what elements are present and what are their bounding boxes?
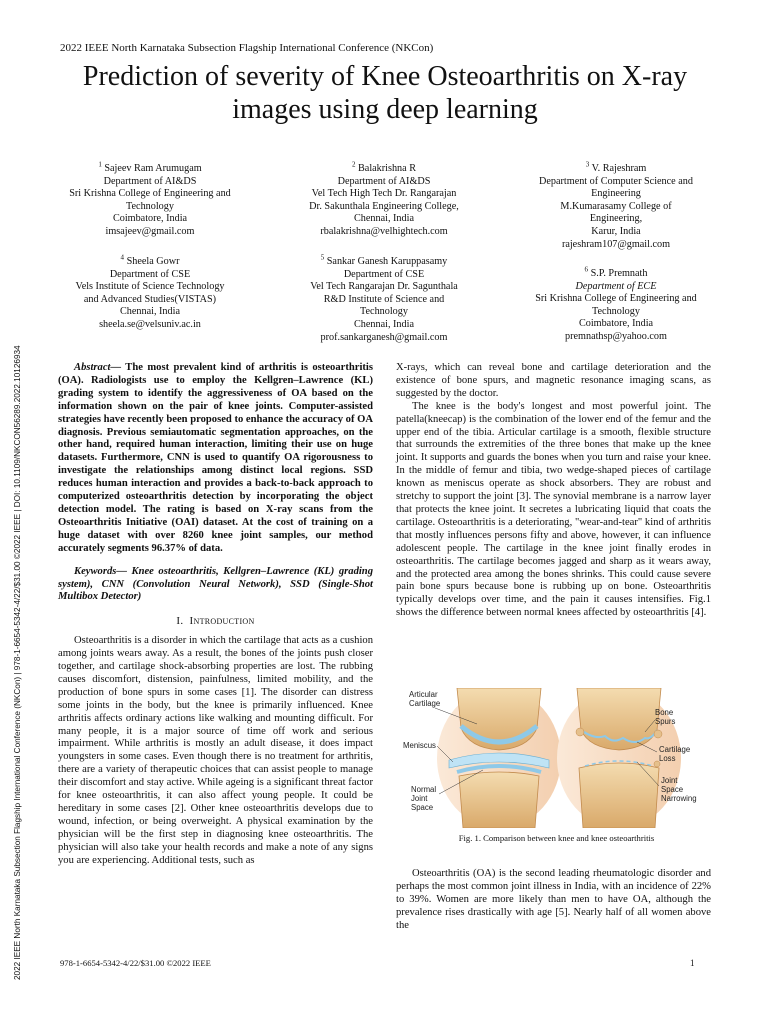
footer-isbn: 978-1-6654-5342-4/22/$31.00 ©2022 IEEE — [60, 958, 211, 968]
label-articular-line2: Cartilage — [409, 699, 441, 708]
figure-caption: Fig. 1. Comparison between knee and knee osteoarthritis — [458, 833, 655, 843]
left-column — [58, 362, 373, 868]
author-5: $^5$ Sankar Ganesh Karuppasamy Department of CSE Vel Tech Rangarajan Dr. Sagunthala R&D Institute of Science and Technology Chennai, India prof.sankarganesh@gmail.com — [310, 253, 458, 343]
section-heading: I. Introduction — [176, 615, 255, 628]
right-column — [396, 362, 711, 620]
abstract: Abstract— The most prevalent kind of arthritis is osteoarthritis (OA). Radiologists use to employ the Kellgren–Lawrence (KL) grading system to identify the aggressiveness of OA based on the information shown on the pair of knee joints. Computer-assisted strategies have recently been proposed to enhance the accuracy of OA diagnosis. Previous semiautomatic segmentation approaches, on the other hand, required human interaction, limiting their use on huge datasets. Furthermore, CNN is used to quantify OA rigorousness to investigate the relationships among distinct local regions. SSD reduces human interaction and provides a back-to-back approach to computerized osteoarthritis detection by incorporating the object detection model. The rating is based on X-ray scans from the Osteoarthritis Initiative (OAI) dataset. At the cost of training on a huge dataset with over 8260 knee joint samples, our method accurately segments 96.37% of data. — [58, 362, 374, 554]
knee-comparison-figure — [399, 688, 714, 828]
right-paragraph-2: Osteoarthritis (OA) is the second leading rheumatologic disorder and perhaps the most common joint illness in India, with an incidence of 22% to 39%. Women are more likely than men to have OA, although the prevalence rises drastically with age [5]. Nearly half of all women above the — [396, 868, 711, 931]
label-articular-line1: Articular — [409, 690, 438, 699]
label-spurs-line2: Spurs — [655, 717, 676, 726]
label-meniscus: Meniscus — [403, 741, 436, 750]
label-narrowing-line2: Space — [661, 785, 684, 794]
right-paragraph-1: The knee is the body's longest and most powerful joint. The patella(kneecap) is the combination of the lower end of the femur and the upper end of the tibia. Articular cartilage is a smooth, flexible structure that surrounds the extremities of the three bones that make up the knee joint. It supports and guards the bones when you turn and raise your knee. In the middle of femur and tibia, two wedge-shaped pieces of cartilage known as meniscus operate as shock absorbers. They are robust and stretchy to support the joint [3]. The synovial membrane is a narrow layer that protects the knee joint. It secretes a lubricating liquid that coats the cartilage. Osteoarthritis is a deteriorating, "wear-and-tear" kind of arthritis that mostly influences persons fifty and above, however, it can influence adolescent people. The cartilage in the knee joint finally erodes in osteoarthritis. The cartilage becomes jagged and sharp as it wears away, and the protected area among the bones shrinks. This could cause severe pain bone spurs because bone is rubbing up on bone. Osteoarthritis typically develops over time, and the pain it causes intensifies. Fig.1 shows the difference between normal knees affected by osteoarthritis [4]. — [396, 400, 711, 619]
label-loss-line1: Cartilage — [659, 745, 691, 754]
label-normal-line3: Space — [411, 803, 434, 812]
keywords: Keywords— Knee osteoarthritis, Kellgren–Lawrence (KL) grading system), CNN (Convolution Neural Network), SSD (Single-Shot Multibox Detector) — [58, 565, 373, 603]
label-normal-line1: Normal — [411, 785, 437, 794]
author-4: $^4$ Sheela Gowr Department of CSE Vels Institute of Science Technology and Advanced Studies(VISTAS) Chennai, India sheela.se@velsuniv.ac.in — [75, 253, 225, 330]
conference-header: 2022 IEEE North Karnataka Subsection Flagship International Conference (NKCon) — [60, 42, 434, 54]
author-2: $^2$ Balakrishna R Department of AI&DS Vel Tech High Tech Dr. Rangarajan Dr. Sakunthala Engineering College, Chennai, India rbalakrishna@velhightech.com — [309, 160, 459, 237]
label-narrowing-line1: Joint — [661, 776, 678, 785]
label-narrowing-line3: Narrowing — [661, 794, 697, 803]
label-normal-line2: Joint — [411, 794, 428, 803]
label-spurs-line1: Bone — [655, 708, 674, 717]
label-loss-line2: Loss — [659, 754, 676, 763]
intro-paragraph-1: Osteoarthritis is a disorder in which the cartilage that acts as a cushion among joints wears away. As a result, the bones of the joints push closer together, and cartilage shock-absorbing properties are lost. The rubbing causes discomfort, distension, painfulness, limited mobility, and the production of bone spurs in some cases [1]. The disorder can distress some joints in the body, but the knee is primarily influenced. Knee arthritis affects ordinary actions like walking and mounting difficult. For many people, it is a major source of time off work and serious impairment. While arthritis is mostly an adult disease, it does impact youngsters in some cases. Even though there is no treatment for arthritis, there are a variety of therapeutic choices that can assist people to manage their discomfort and stay active. While ageing is a significant threat factor for knee osteoarthritis, it can also affect young people. It could be hereditary in some cases [2]. Other knee osteoarthritis develops due to wound, infection, or being overweight. A physical examination by the physician will be the first step in diagnosing knee osteoarthritis. The physician will also take your health records and make a note of any signs you are experiencing. Additional tests, such as — [58, 635, 373, 866]
author-6: $^6$ S.P. Premnath Department of ECE Sri Krishna College of Engineering and Technology Coimbatore, India premnathsp@yahoo.com — [535, 265, 697, 342]
right-paragraph-0: X-rays, which can reveal bone and cartilage deterioration and the existence of bone spurs, and magnetic resonance imaging scans, as suggested by the doctor. — [396, 362, 711, 399]
doi-sidebar: 2022 IEEE North Karnataka Subsection Flagship International Conference (NKCon) | 978-1-6654-5342-4/22/$31.00 ©2022 IEEE | DOI: 10.1109/NKCON56289.2022.10126934 — [13, 345, 22, 980]
right-column-bottom — [396, 868, 711, 933]
paper-title: Prediction of severity of Knee Osteoarthritis on X-ray images using deep learning — [82, 61, 688, 125]
author-3: $^3$ V. Rajeshram Department of Computer Science and Engineering M.Kumarasamy College of Engineering, Karur, India rajeshram107@gmail.com — [539, 160, 693, 250]
page-number: 1 — [690, 958, 695, 968]
author-1: $^1$ Sajeev Ram Arumugam Department of AI&DS Sri Krishna College of Engineering and Technology Coimbatore, India imsajeev@gmail.com — [69, 160, 231, 237]
normal-knee-illustration — [437, 688, 561, 828]
